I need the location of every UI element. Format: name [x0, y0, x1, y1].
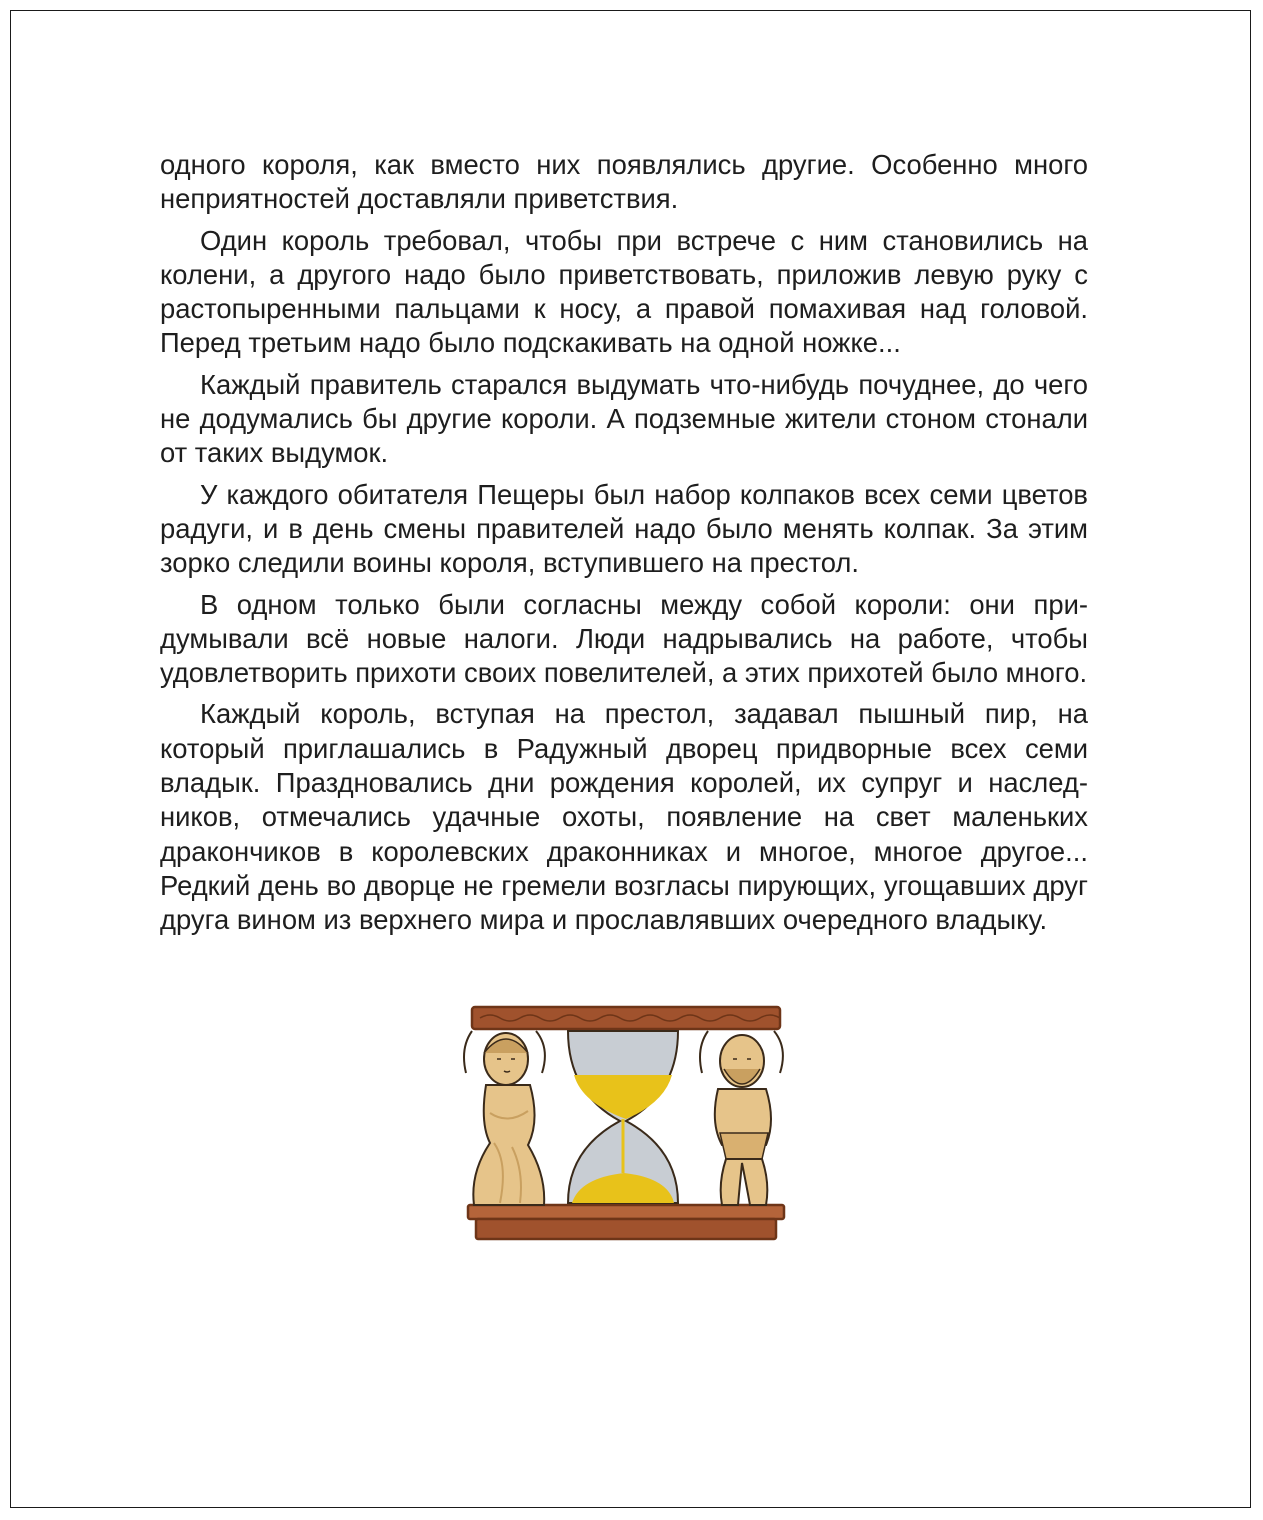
hourglass-sand-stream — [622, 1119, 625, 1173]
paragraph-1: одного короля, как вместо них появлялись другие. Особенно много неприятностей доставляли приветствия. — [160, 149, 1088, 215]
paragraph-3: Каждый правитель старался выдумать что-нибудь почуднее, до чего не додумались бы другие короли. А подземные жители стоном стонали от таких выдумок. — [160, 368, 1088, 469]
hourglass-sand-top — [574, 1075, 672, 1119]
left-atlas-body — [473, 1085, 544, 1205]
paragraph-4: У каждого обитателя Пещеры был набор колпаков всех семи цветов радуги, и в день смены правителей надо было менять колпак. За этим зорко следили воины короля, вступившего на престол. — [160, 478, 1088, 579]
bottom-base — [476, 1219, 776, 1239]
bottom-base-top — [468, 1205, 784, 1219]
top-beam — [472, 1007, 780, 1029]
hourglass-atlantes-icon — [450, 1003, 795, 1243]
paragraph-5: В одном только были согласны между собой короли: они придумывали всё новые налоги. Люди надрывались на работе, чтобы удовлетворить прихоти своих повелителей, а этих прихотей было много. — [160, 588, 1088, 689]
right-atlas-legs — [721, 1159, 768, 1205]
paragraph-6: Каждый король, вступая на престол, задавал пышный пир, на который приглашались в Радужный дворец придворные всех семи владык. Праздновались дни рождения королей, их супруг и наследников, отмечались удачные охоты, появление на свет маленьких дракончиков в королевских драконниках и многое, многое другое... Редкий день во дворце не гремели возгласы пирующих, угощавших друг друга вином из верхнего мира и прославлявших очередного владыку. — [160, 698, 1088, 936]
text-body — [160, 148, 1088, 945]
paragraph-2: Один король требовал, чтобы при встрече с ним становились на колени, а другого надо было приветствовать, приложив левую руку с растопыренными пальцами к носу, а правой помахивая над головой. Перед третьим надо было подскакивать на одной ножке... — [160, 224, 1088, 359]
right-atlas-loincloth — [720, 1133, 768, 1159]
